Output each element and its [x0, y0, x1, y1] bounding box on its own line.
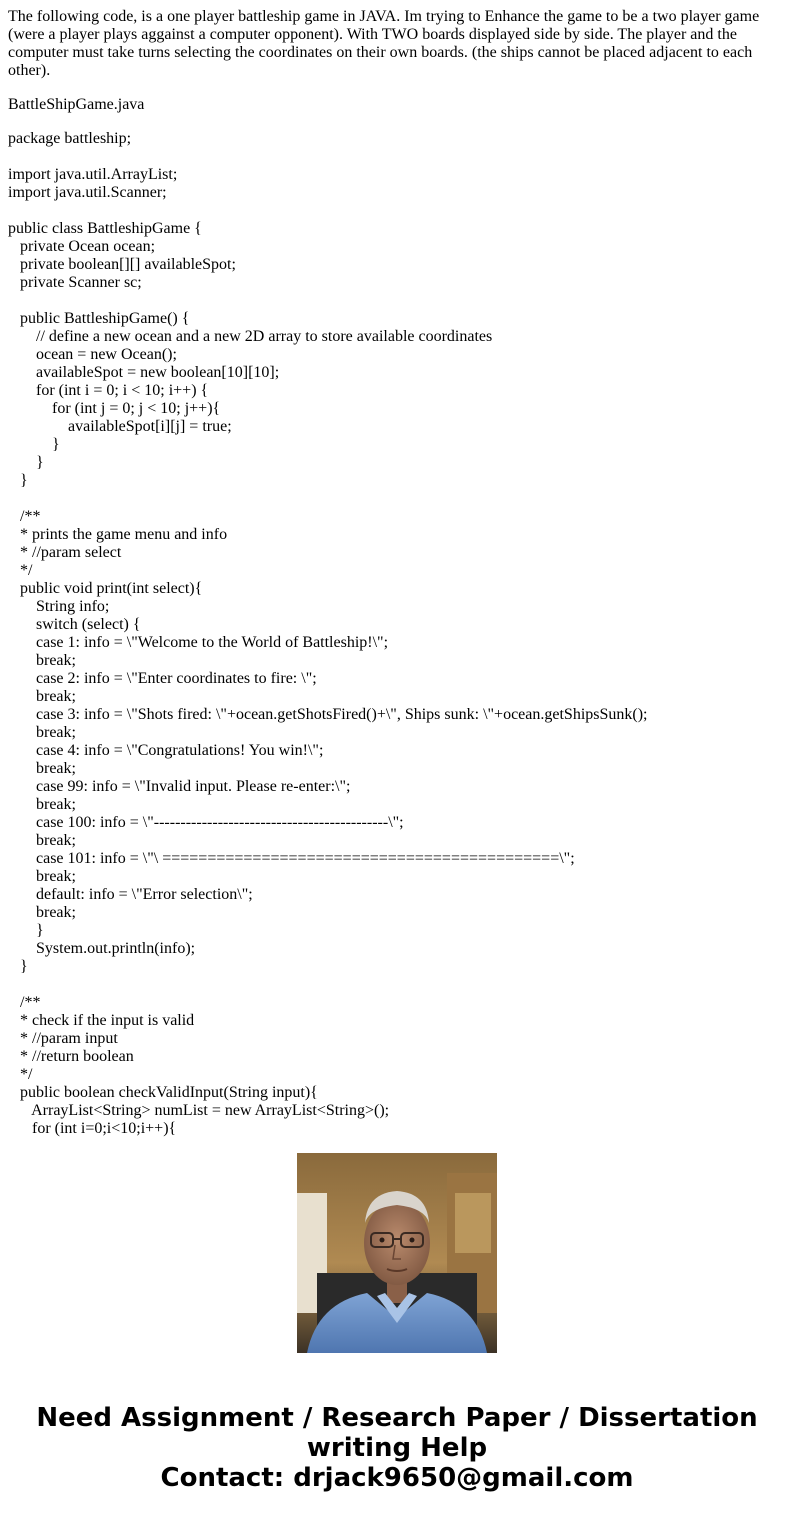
question-body — [8, 8, 778, 1137]
person-portrait-icon — [297, 1153, 497, 1353]
contact-banner — [0, 1403, 794, 1493]
code-filename: BattleShipGame.java — [8, 96, 145, 113]
author-avatar — [297, 1153, 497, 1353]
banner-line-1: Need Assignment / Research Paper / Dissertation — [36, 1403, 758, 1433]
question-intro: The following code, is a one player battleship game in JAVA. Im trying to Enhance the game to be a two player game (were a player plays aggainst a computer opponent). With TWO boards displayed side by side. The player and the computer must take turns selecting the coordinates on their own boards. (the ships cannot be placed adjacent to each other). — [8, 8, 760, 79]
code-listing: package battleship; import java.util.ArrayList; import java.util.Scanner; public class BattleshipGame { private Ocean ocean; private boolean[][] availableSpot; private Scanner sc; public BattleshipGame() { // define a new ocean and a new 2D array to store available coordinates ocean = new Ocean(); availableSpot = new boolean[10][10]; for (int i = 0; i < 10; i++) { for (int j = 0; j < 10; j++){ availableSpot[i][j] = true; } } } /** * prints the game menu and info * //param select */ public void print(int select){ String info; switch (select) { case 1: info = \"Welcome to the World of Battleship!\"; break; case 2: info = \"Enter coordinates to fire: \"; break; case 3: info = \"Shots fired: \"+ocean.getShotsFired()+\", Ships sunk: \"+ocean.getShipsSunk(); break; case 4: info = \"Congratulations! You win!\"; break; case 99: info = \"Invalid input. Please re-enter:\"; break; case 100: info = \"--------------------------------------------\"; break; case 101: info = \"\ ============================================\"; break; default: info = \"Error selection\"; break; } System.out.println(info); } /** * check if the input is valid * //param input * //return boolean */ public boolean checkValidInput(String input){ ArrayList<String> numList = new ArrayList<String>(); for (int i=0;i<10;i++){ — [8, 130, 648, 1137]
banner-line-2: writing Help — [306, 1433, 488, 1463]
banner-contact-email: Contact: drjack9650@gmail.com — [160, 1463, 634, 1493]
